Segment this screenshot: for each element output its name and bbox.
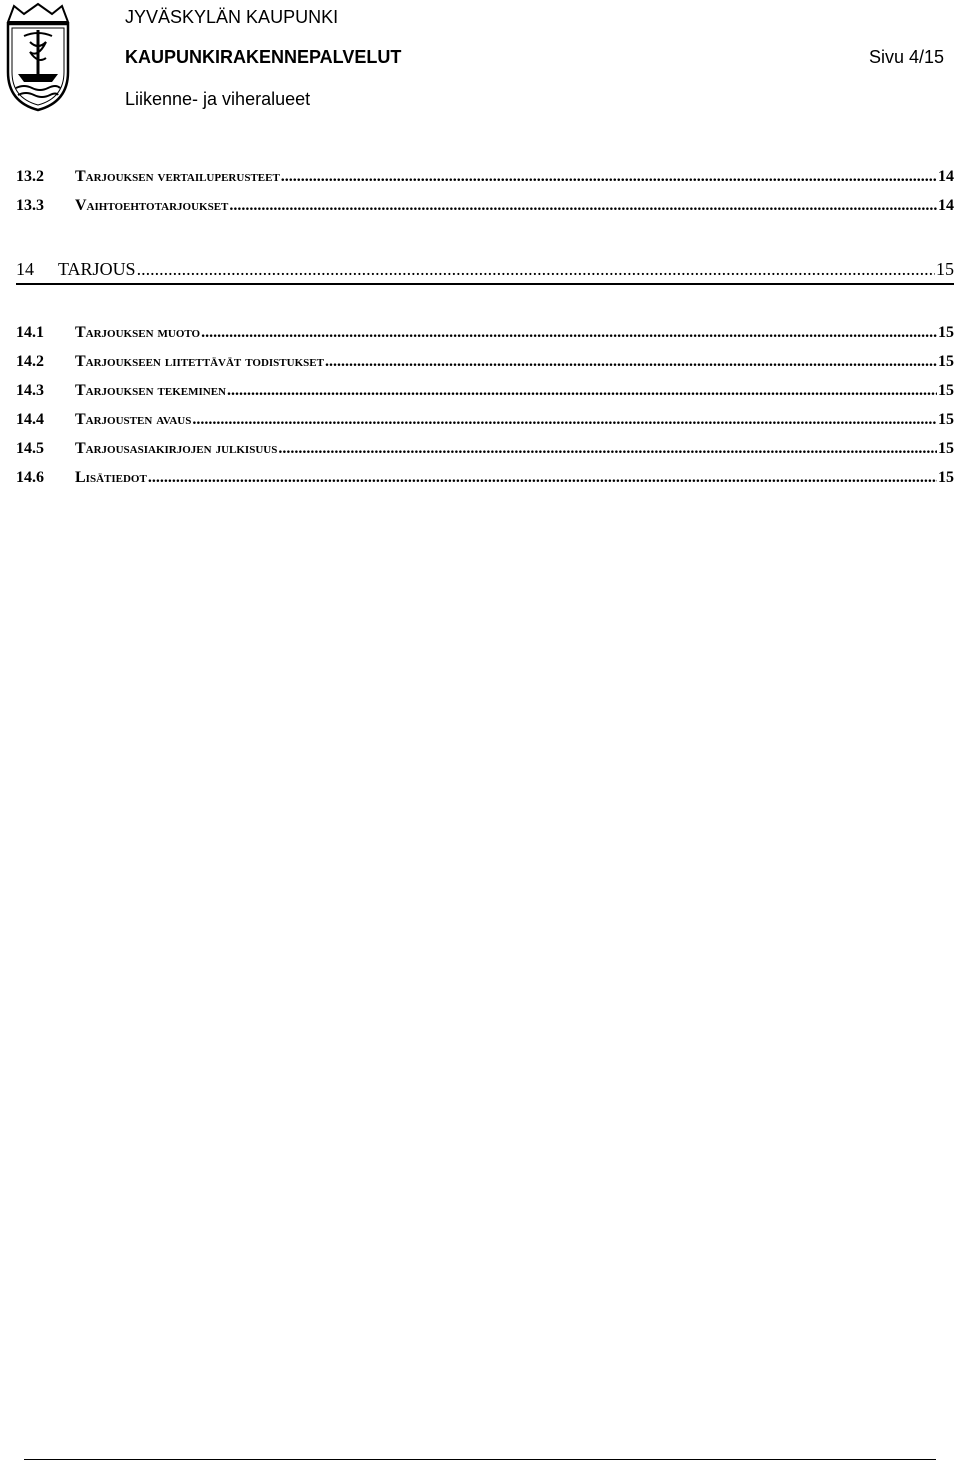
toc-entry-title: Tarjoukseen liitettävät todistukset <box>75 353 324 370</box>
toc-entry-page: 15 <box>938 440 954 457</box>
toc-entry-page: 14 <box>938 168 954 185</box>
toc-leader-dots <box>201 324 937 342</box>
header-page-number: Sivu 4/15 <box>868 47 944 67</box>
toc-entry-14-5[interactable] <box>16 440 954 462</box>
toc-entry-page: 15 <box>938 353 954 370</box>
toc-entry-page: 15 <box>938 382 954 399</box>
toc-entry-number: 14 <box>16 259 34 279</box>
toc-entry-number: 13.2 <box>16 168 44 185</box>
toc-entry-13-3[interactable] <box>16 197 954 219</box>
toc-leader-dots <box>229 197 937 215</box>
toc-leader-dots <box>325 353 937 371</box>
toc-leader-dots <box>137 259 935 280</box>
toc-entry-page: 15 <box>936 259 954 279</box>
toc-entry-number: 14.2 <box>16 353 44 370</box>
toc-entry-number: 13.3 <box>16 197 44 214</box>
toc-entry-13-2[interactable] <box>16 168 954 190</box>
toc-entry-title: Vaihtoehtotarjoukset <box>75 197 229 214</box>
toc-entry-title: Tarjouksen tekeminen <box>75 382 226 399</box>
toc-entry-title: Tarjouksen muoto <box>75 324 201 341</box>
toc-entry-14-6[interactable] <box>16 469 954 491</box>
toc-entry-number: 14.4 <box>16 411 44 428</box>
city-crest-logo <box>2 2 74 112</box>
header-department: KAUPUNKIRAKENNEPALVELUT <box>125 47 402 67</box>
toc-entry-number: 14.1 <box>16 324 44 341</box>
toc-entry-14-2[interactable] <box>16 353 954 375</box>
toc-entry-14-1[interactable] <box>16 324 954 346</box>
toc-entry-title: TARJOUS <box>58 259 136 279</box>
footer-divider <box>24 1459 936 1460</box>
toc-entry-title: Lisätiedot <box>75 469 147 486</box>
toc-entry-14-3[interactable] <box>16 382 954 404</box>
toc-leader-dots <box>281 168 937 186</box>
toc-entry-title: Tarjousasiakirjojen julkisuus <box>75 440 278 457</box>
toc-entry-page: 14 <box>938 197 954 214</box>
toc-leader-dots <box>192 411 937 429</box>
toc-entry-number: 14.3 <box>16 382 44 399</box>
header-unit: Liikenne- ja viheralueet <box>125 89 311 109</box>
toc-entry-title: Tarjousten avaus <box>75 411 192 428</box>
toc-entry-page: 15 <box>938 411 954 428</box>
toc-entry-number: 14.5 <box>16 440 44 457</box>
header-city: JYVÄSKYLÄN KAUPUNKI <box>125 7 339 27</box>
toc-leader-dots <box>278 440 937 458</box>
toc-entry-page: 15 <box>938 469 954 486</box>
toc-leader-dots <box>148 469 937 487</box>
toc-entry-page: 15 <box>938 324 954 341</box>
toc-entry-number: 14.6 <box>16 469 44 486</box>
toc-entry-title: Tarjouksen vertailuperusteet <box>75 168 280 185</box>
toc-entry-14-4[interactable] <box>16 411 954 433</box>
toc-leader-dots <box>227 382 937 400</box>
toc-entry-14[interactable] <box>16 259 954 285</box>
